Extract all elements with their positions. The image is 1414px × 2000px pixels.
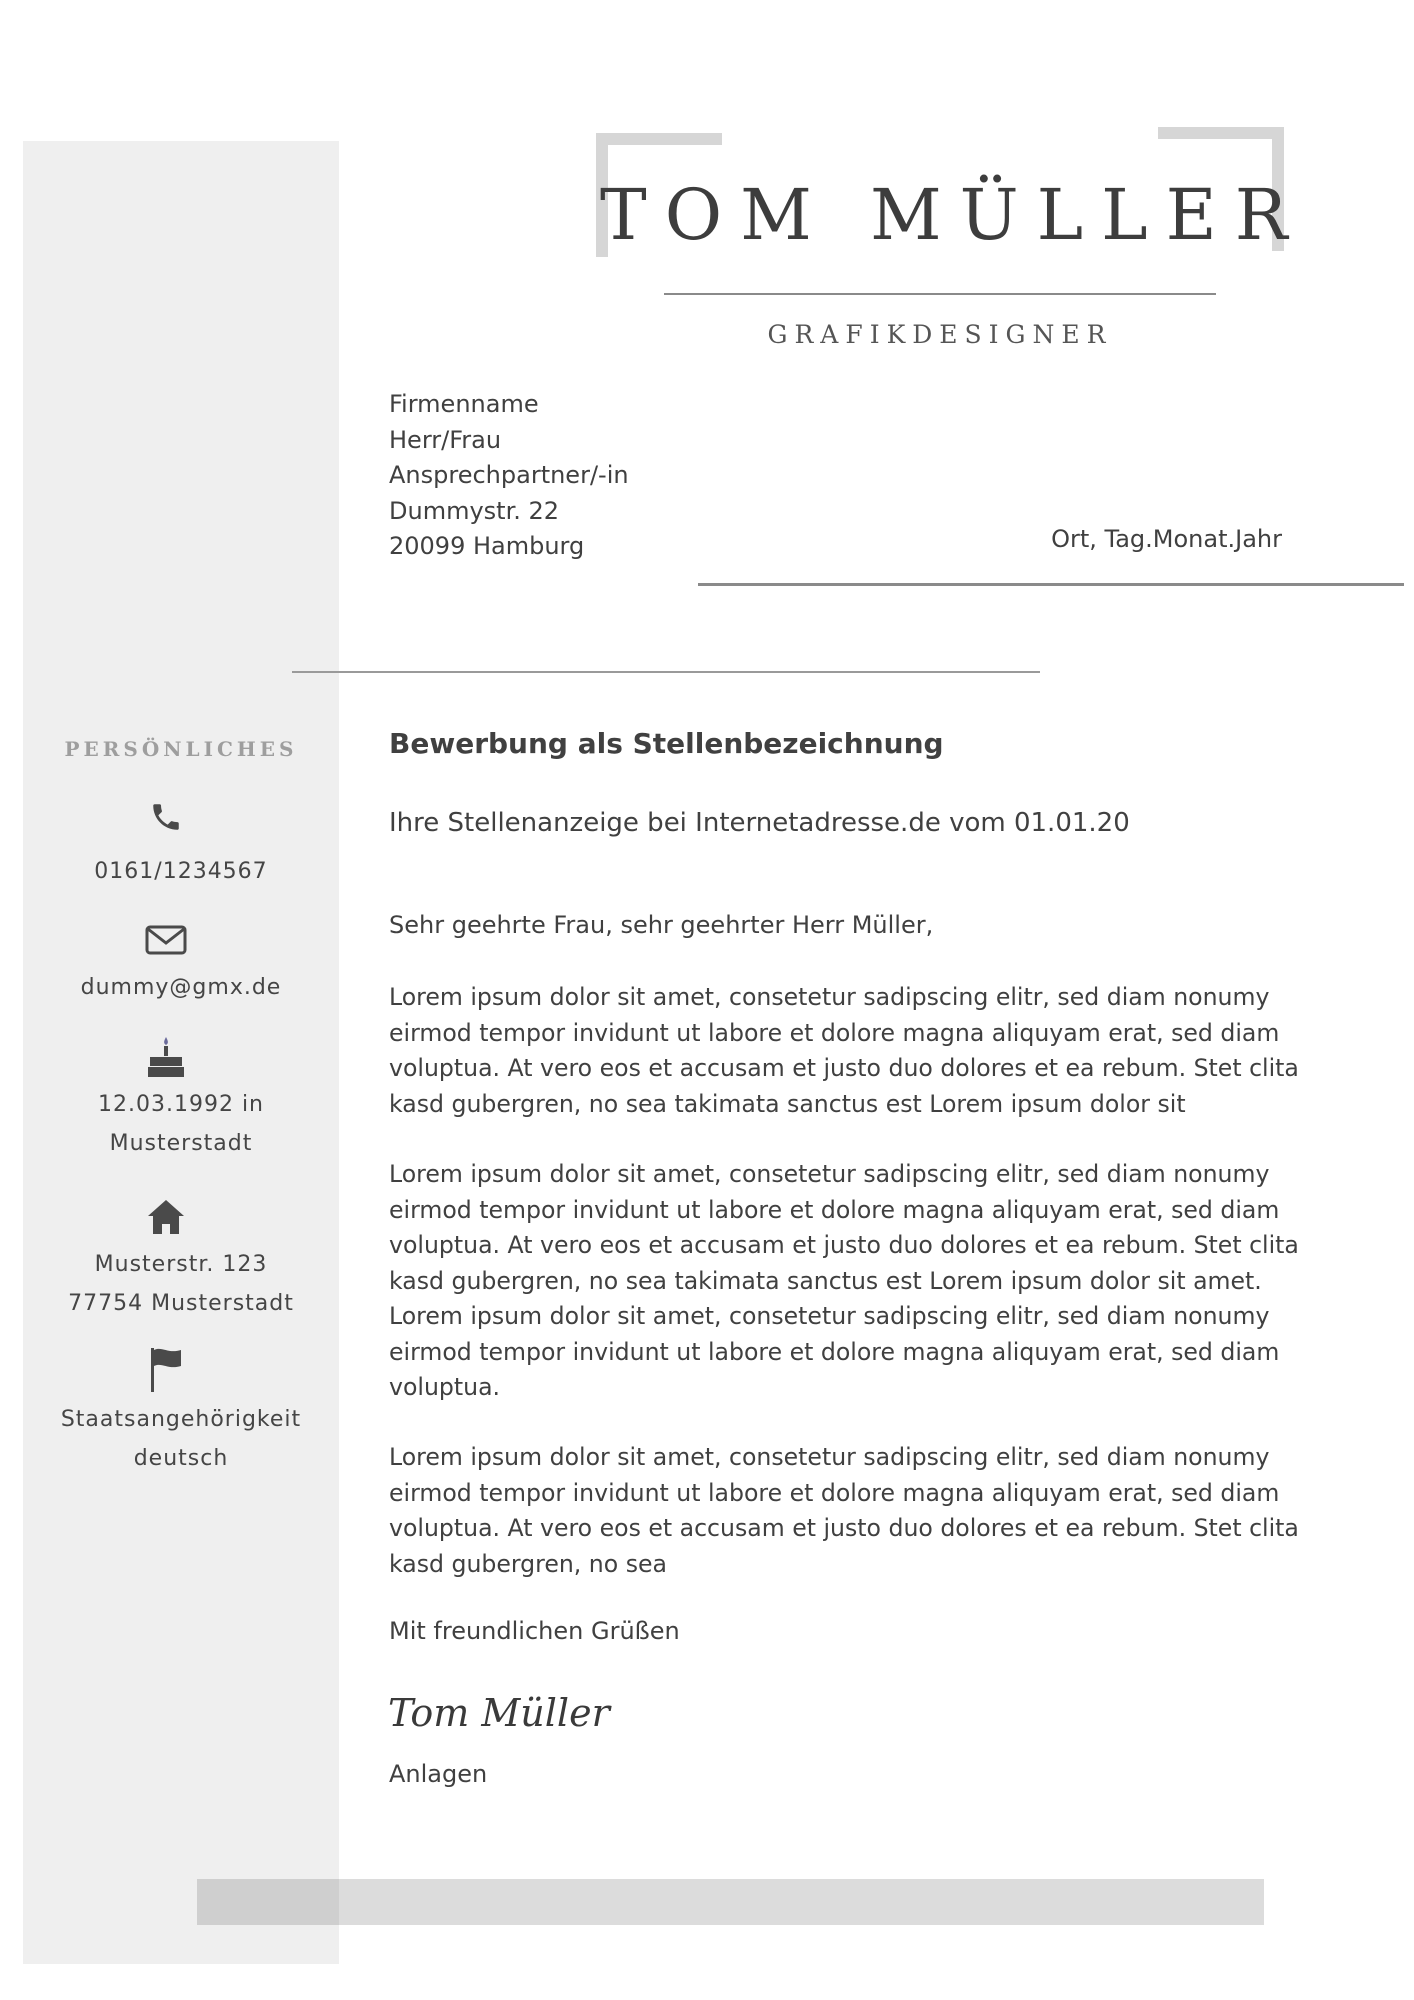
paragraph-line: Lorem ipsum dolor sit amet, consetetur sadipscing elitr, sed diam nonumy [389,1443,1270,1471]
recipient-line: 20099 Hamburg [389,532,585,560]
paragraph-line: eirmod tempor invidunt ut labore et dolore magna aliquyam erat, sed diam [389,1195,1280,1224]
handwritten-signature [386,1684,610,1744]
paragraph-line: voluptua. [389,1373,501,1401]
paragraph-line: eirmod tempor invidunt ut labore et dolore magna aliquyam erat, sed diam [389,1478,1280,1507]
place-date: Ort, Tag.Monat.Jahr [1051,525,1282,553]
paragraph-line: Lorem ipsum dolor sit amet, consetetur sadipscing elitr, sed diam nonumy [389,983,1270,1011]
body-paragraph-1 [389,980,1299,1122]
paragraph-line: voluptua. At vero eos et accusam et justo duo dolores et ea rebum. Stet clita [389,1231,1299,1259]
phone-number: 0161/1234567 [94,859,268,884]
paragraph-line: Lorem ipsum dolor sit amet, consetetur sadipscing elitr, sed diam nonumy [389,1160,1270,1188]
paragraph-line: eirmod tempor invidunt ut labore et dolore magna aliquyam erat, sed diam [389,1337,1280,1366]
job-title: GRAFIKDESIGNER [767,320,1113,349]
birth-place: Musterstadt [109,1131,253,1156]
attachments-label: Anlagen [389,1760,488,1788]
recipient-address [389,387,629,565]
letter-closing: Mit freundlichen Grüßen [389,1617,680,1645]
birthday-cake-icon [141,1035,191,1079]
flag-icon [141,1348,191,1392]
letter-reference: Ihre Stellenanzeige bei Internetadresse.de vom 01.01.20 [389,808,1130,838]
phone-icon [141,795,191,839]
recipient-line: Herr/Frau [389,425,502,454]
home-address [23,1245,339,1323]
paragraph-line: kasd gubergren, no sea [389,1549,667,1578]
paragraph-line: kasd gubergren, no sea takimata sanctus est Lorem ipsum dolor sit [389,1089,1186,1118]
paragraph-line: eirmod tempor invidunt ut labore et dolore magna aliquyam erat, sed diam [389,1018,1280,1047]
nationality-value: deutsch [133,1446,229,1471]
name-divider [664,293,1216,295]
signature-text: Tom Müller [388,1691,610,1735]
recipient-line: Dummystr. 22 [389,496,560,525]
envelope-icon [141,918,191,962]
footer-bar [197,1879,1264,1925]
street: Musterstr. 123 [94,1252,268,1277]
applicant-name: TOM MÜLLER [600,174,1306,256]
nationality-label: Staatsangehörigkeit [60,1407,302,1432]
section-divider [292,671,1040,673]
recipient-line: Ansprechpartner/-in [389,461,629,489]
email-address: dummy@gmx.de [80,975,282,1000]
body-paragraph-2 [389,1157,1299,1406]
paragraph-line: voluptua. At vero eos et accusam et justo duo dolores et ea rebum. Stet clita [389,1514,1299,1542]
paragraph-line: Lorem ipsum dolor sit amet, consetetur sadipscing elitr, sed diam nonumy [389,1302,1270,1330]
date-divider [698,583,1404,586]
birth-info [23,1085,339,1163]
personal-heading: PERSÖNLICHES [64,737,298,761]
paragraph-line: voluptua. At vero eos et accusam et justo duo dolores et ea rebum. Stet clita [389,1054,1299,1082]
nationality-info [23,1400,339,1478]
body-paragraph-3 [389,1440,1299,1582]
paragraph-line: kasd gubergren, no sea takimata sanctus est Lorem ipsum dolor sit amet. [389,1266,1262,1295]
birth-date: 12.03.1992 in [97,1092,264,1117]
letter-salutation: Sehr geehrte Frau, sehr geehrter Herr Müller, [389,911,934,939]
footer-bar-overlap [197,1879,339,1925]
letter-subject: Bewerbung als Stellenbezeichnung [389,727,944,760]
city: 77754 Musterstadt [68,1291,294,1316]
house-icon [141,1195,191,1239]
recipient-line: Firmenname [389,390,539,418]
